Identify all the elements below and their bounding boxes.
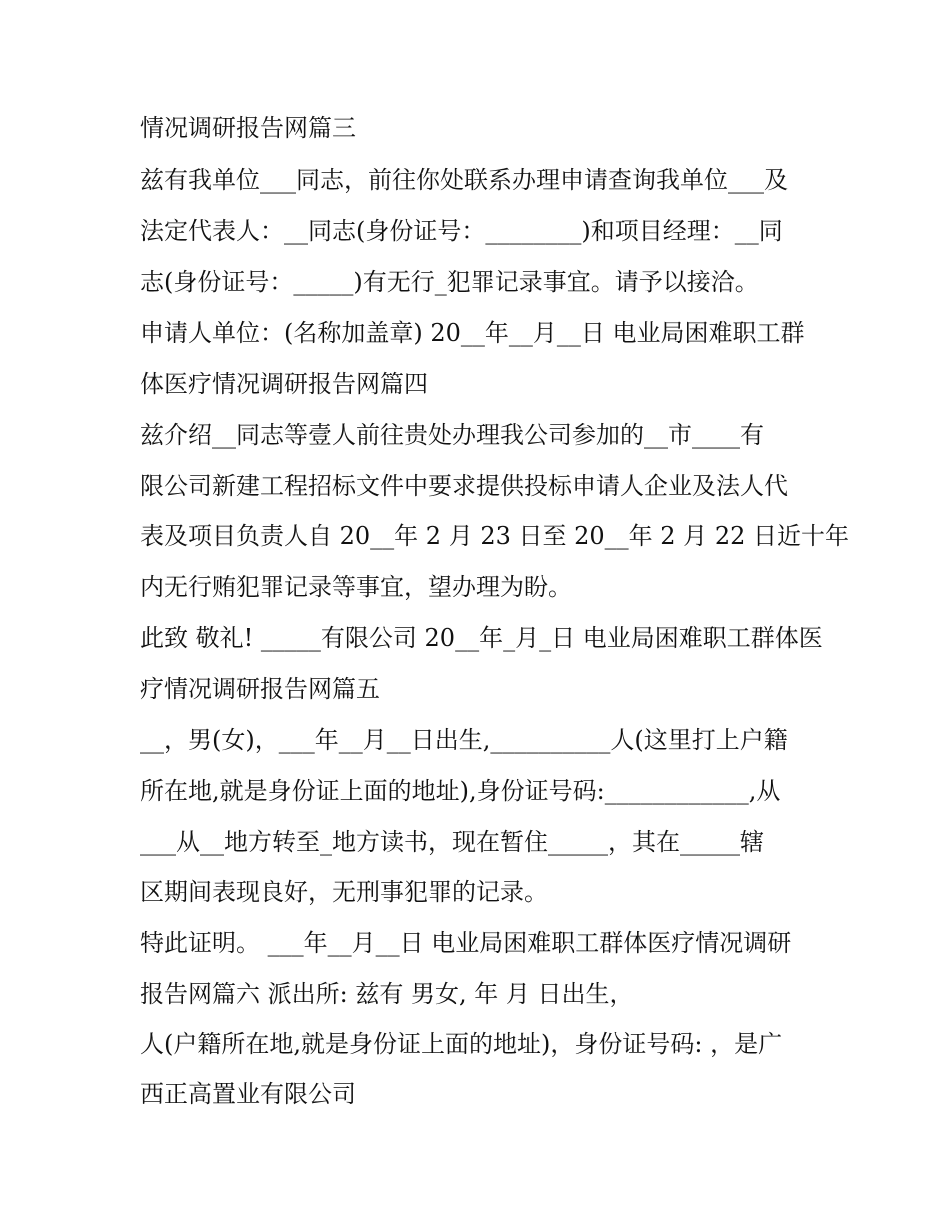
text-line: 体医疗情况调研报告网篇四 (140, 370, 428, 398)
text-line: 申请人单位：(名称加盖章) 20__年__月__日 电业局困难职工群 (140, 319, 805, 347)
text-line: 限公司新建工程招标文件中要求提供投标申请人企业及法人代 (140, 472, 788, 500)
text-line: 兹介绍__同志等壹人前往贵处办理我公司参加的__市____有 (140, 421, 764, 449)
text-line: 表及项目负责人自 20__年 2 月 23 日至 20__年 2 月 22 日近十年 (140, 522, 849, 550)
text-line: 法定代表人：__同志(身份证号：________)和项目经理：__同 (140, 217, 783, 245)
text-line: 报告网篇六 派出所: 兹有 男女, 年 月 日出生， (140, 980, 634, 1008)
text-line: 兹有我单位___同志，前往你处联系办理申请查询我单位___及 (140, 166, 788, 194)
text-line: 所在地,就是身份证上面的地址),身份证号码:____________,从 (140, 777, 781, 805)
text-line: __，男(女)，___年__月__日出生,__________人(这里打上户籍 (140, 726, 788, 754)
text-line: 疗情况调研报告网篇五 (140, 675, 380, 703)
text-line: 特此证明。 ___年__月__日 电业局困难职工群体医疗情况调研 (140, 929, 792, 957)
text-line: ___从__地方转至_地方读书，现在暂住_____，其在_____辖 (140, 828, 764, 856)
text-line: 情况调研报告网篇三 (140, 114, 356, 142)
text-line: 内无行贿犯罪记录等事宜，望办理为盼。 (140, 573, 572, 601)
text-line: 此致 敬礼! _____有限公司 20__年_月_日 电业局困难职工群体医 (140, 624, 823, 652)
text-line: 人(户籍所在地,就是身份证上面的地址)，身份证号码: ，是广 (140, 1030, 783, 1058)
text-line: 区期间表现良好，无刑事犯罪的记录。 (140, 878, 548, 906)
text-line: 志(身份证号：_____)有无行_犯罪记录事宜。请予以接洽。 (140, 268, 759, 296)
text-line: 西正高置业有限公司 (140, 1080, 356, 1108)
